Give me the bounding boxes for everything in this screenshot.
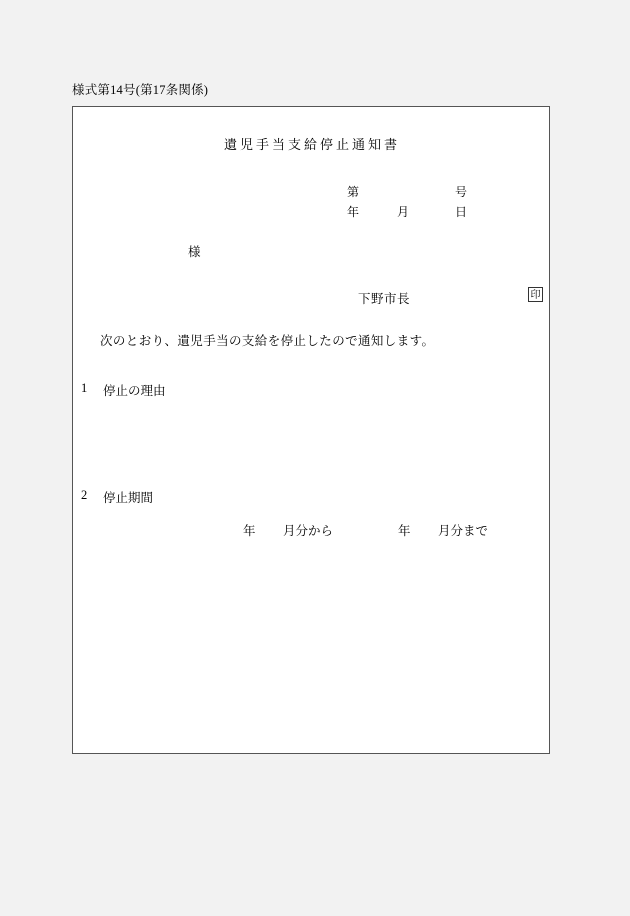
lead-paragraph: 次のとおり、遺児手当の支給を停止したので通知します。 [100,334,435,348]
section-number-2: 2 [81,488,88,502]
date-year-label: 年 [347,205,360,219]
addressee-honorific: 様 [188,245,201,259]
period-from-month-label: 月分から [283,524,334,538]
period-from-year-label: 年 [243,524,256,538]
seal-icon: 印 [528,287,543,302]
section-number-1: 1 [81,381,88,395]
date-month-label: 月 [397,205,410,219]
number-prefix-label: 第 [347,185,360,199]
form-number: 様式第14号(第17条関係) [72,83,209,97]
period-to-month-label: 月分まで [438,524,489,538]
section-label-2: 停止期間 [103,491,154,505]
document-title: 遺児手当支給停止通知書 [223,137,400,152]
date-day-label: 日 [455,205,468,219]
section-label-1: 停止の理由 [103,384,166,398]
issuer-name: 下野市長 [358,292,411,306]
document-frame [72,106,550,754]
number-suffix-label: 号 [455,185,468,199]
period-to-year-label: 年 [398,524,411,538]
